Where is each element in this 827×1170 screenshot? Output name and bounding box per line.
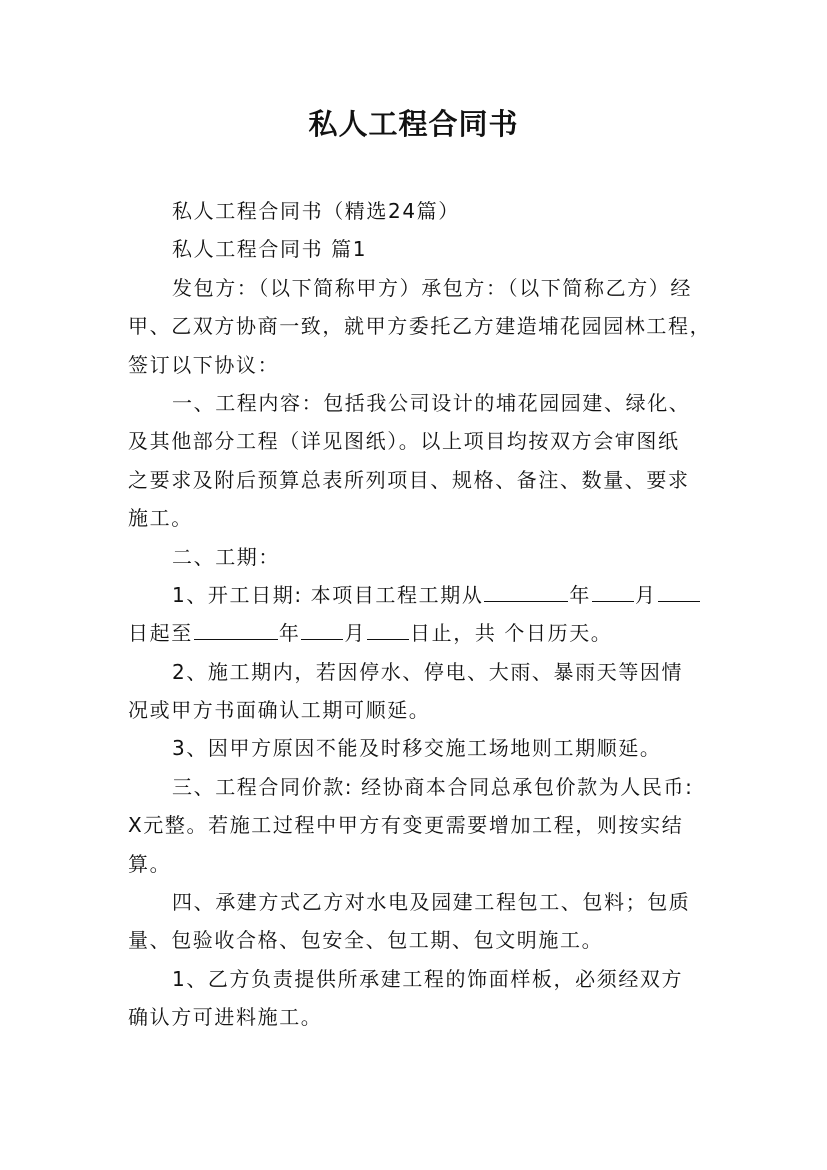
clause-heading: 二、工期：	[172, 544, 280, 569]
blank-field	[367, 617, 409, 640]
subtitle-line: 私人工程合同书（精选24篇）	[172, 199, 460, 223]
paragraph-line: 3、因甲方原因不能及时移交施工场地则工期顺延。	[172, 736, 662, 761]
text-fragment: 日止，共 个日历天。	[410, 621, 613, 646]
paragraph-line	[128, 576, 706, 614]
paragraph-line: 三、工程合同价款: 经协商本合同总承包价款为人民币:	[172, 774, 694, 799]
paragraph-line: X元整。若施工过程中甲方有变更需要增加工程，则按实结	[128, 813, 684, 838]
blank-field	[194, 617, 278, 640]
text-fragment: 年	[569, 582, 592, 607]
blank-field	[484, 579, 568, 602]
paragraph-line: 四、承建方式乙方对水电及园建工程包工、包料；包质	[172, 890, 691, 915]
document-body	[128, 192, 712, 1037]
paragraph-line: 施工。	[128, 506, 193, 531]
paragraph-line: 确认方可进料施工。	[128, 1005, 323, 1030]
section-heading: 私人工程合同书 篇1	[172, 237, 368, 262]
paragraph-line: 及其他部分工程（详见图纸）。以上项目均按双方会审图纸	[128, 429, 680, 454]
blank-field	[301, 617, 343, 640]
paragraph-line: 甲、乙双方协商一致，就甲方委托乙方建造埔花园园林工程，	[128, 314, 712, 339]
paragraph-line: 之要求及附后预算总表所列项目、规格、备注、数量、要求	[128, 467, 690, 492]
text-fragment: 1、开工日期: 本项目工程工期从	[172, 582, 484, 607]
paragraph-line: 一、工程内容：包括我公司设计的埔花园园建、绿化、	[172, 390, 691, 415]
paragraph-line: 1、乙方负责提供所承建工程的饰面样板，必须经双方	[172, 966, 684, 991]
text-fragment: 月	[344, 621, 367, 646]
text-fragment: 月	[635, 582, 657, 607]
text-fragment: 年	[278, 621, 301, 646]
paragraph-line	[128, 614, 706, 652]
paragraph-line: 签订以下协议：	[128, 352, 280, 377]
text-fragment: 日起至	[128, 621, 193, 646]
blank-field	[592, 579, 634, 602]
paragraph-line: 况或甲方书面确认工期可顺延。	[128, 698, 431, 723]
paragraph-line: 量、包验收合格、包安全、包工期、包文明施工。	[128, 928, 604, 953]
document-title: 私人工程合同书	[308, 107, 519, 141]
paragraph-line: 发包方：（以下简称甲方）承包方：（以下简称乙方）经	[172, 275, 692, 300]
paragraph-line: 算。	[128, 851, 172, 876]
blank-field	[658, 579, 700, 602]
paragraph-line: 2、施工期内，若因停水、停电、大雨、暴雨天等因情	[172, 659, 684, 684]
